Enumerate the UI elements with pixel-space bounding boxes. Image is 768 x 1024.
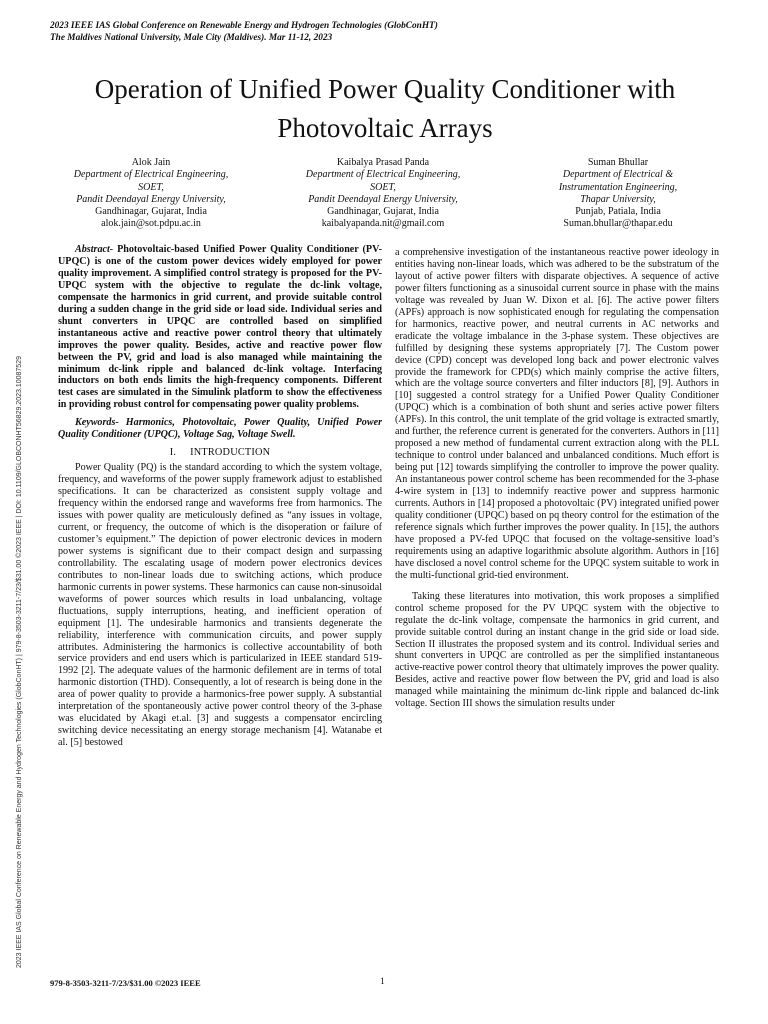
left-column: [58, 244, 382, 749]
author-affiliation-line: Pandit Deendayal Energy University,: [308, 193, 458, 205]
author-email: Suman.bhullar@thapar.edu: [563, 218, 673, 230]
author-affiliation-line: Instrumentation Engineering,: [558, 181, 678, 193]
author-city: Punjab, Patiala, India: [575, 206, 661, 218]
author-block-2: [268, 157, 498, 231]
conference-name: 2023 IEEE IAS Global Conference on Renewable Energy and Hydrogen Technologies (GlobConHT): [50, 21, 438, 31]
keywords: Keywords- Harmonics, Photovoltaic, Power Quality, Unified Power Quality Conditioner (UPQC), Voltage Sag, Voltage Swell.: [58, 417, 382, 441]
section-title: INTRODUCTION: [190, 447, 271, 459]
doi-side-strip: 2023 IEEE IAS Global Conference on Renewable Energy and Hydrogen Technologies (GlobConHT) | 979-8-3503-3211-7/23/$31.00 ©2023 IEEE | DOI: 10.1109/GLOBCONHT56829.2023.10087529: [16, 356, 23, 968]
intro-paragraph-2: Taking these literatures into motivation, this work proposes a simplified control scheme proposed for the PV UPQC system with the objective to regulate the dc-link voltage, compensate the harmonics in grid current, and provide suitable control during an instant change in the grid side or load side. Section II illustrates the proposed system and its control. Individual series and shunt converters in UPQC are controlled as per the simplified instantaneous active-reactive power control theory that ultimately improves the power quality. Besides, active and reactive power flow between the PV, grid and load is also managed while maintaining the minimum dc-link ripple and balanced dc-link voltage. Section III shows the simulation results under: [395, 590, 719, 710]
author-name: Suman Bhullar: [587, 157, 649, 168]
section-heading-introduction: [58, 447, 382, 459]
author-block-1: [36, 157, 266, 231]
author-name: Alok Jain: [131, 157, 171, 168]
author-affiliation-line: Department of Electrical Engineering,: [73, 169, 229, 181]
conference-venue: The Maldives National University, Male City (Maldives). Mar 11-12, 2023: [50, 33, 333, 43]
abstract: [58, 244, 382, 411]
footer-copyright: 979-8-3503-3211-7/23/$31.00 ©2023 IEEE: [50, 978, 201, 988]
author-affiliation-line: Department of Electrical Engineering,: [305, 169, 461, 181]
author-affiliation-line: Thapar University,: [580, 193, 656, 205]
section-number: I.: [169, 447, 177, 459]
paper-title: [40, 70, 730, 148]
intro-paragraph-1: Power Quality (PQ) is the standard according to which the system voltage, frequency, and waveforms of the power supply framework adjust to established specifications. It can be characterized as consistent supply voltage and frequency within the endorsed range and waveforms free from harmonics. The issues with power quality are meticulously defined as “any issues in voltage, current, or frequency, the outcome of which is the disoperation or failure of customer’s equipment.” The depiction of power electronic devices in modern power systems is significant due to their compact design and surpassing controllability. The escalating usage of modern power electronics devices contributes to non-linear loads due to switching actions, which produce harmonic currents in power systems. These harmonics can cause non-sinusoidal waveforms of power sources which results in load unbalancing, voltage fluctuations, supply interruptions, heating, and inefficient operation of equipment [1]. The undesirable harmonics and transients degenerate the reliability, interference with communication circuits, and power supply attributes. Administering the harmonics is collective accountability of both service providers and end users which is particularized in IEEE standard 519-1992 [2]. The adequate values of the harmonic defilement are in terms of total harmonic distortion (THD). Consequently, a lot of research is being done in the area of power quality to provide a harmonics-free power supply. A substantial interpretation of the spontaneously active power control theory of the 3-phase was elucidated by Akagi et.al. [3] and suggests a compensator encircling switching device necessitating an energy storage mechanism [4]. Watanabe et al. [5] bestowed: [58, 462, 382, 749]
author-block-3: [503, 157, 733, 231]
author-email: kaibalyapanda.nit@gmail.com: [321, 218, 445, 230]
title-line-2: Photovoltaic Arrays: [277, 113, 493, 143]
page-number: 1: [380, 977, 385, 987]
abstract-text: Photovoltaic-based Unified Power Quality Conditioner (PV-UPQC) is one of the custom power devices widely employed for power quality improvement. A simplified control strategy is proposed for the PV-UPQC system with the objective to regulate the dc-link voltage, compensate the harmonics in grid current, and provide suitable control during a sudden change in the grid side or load side. Individual series and shunt converters in UPQC are controlled based on simplified instantaneous active and reactive power control theory that ultimately improves the power quality. Besides, active and reactive power flow between the PV, grid and load is also managed while maintaining the minimum dc-link ripple and balanced dc-link voltage. Interfacing inductors on both ends limits the high-frequency components. Different test cases are simulated in the Simulink platform to show the effectiveness in providing robust control for compensating power quality problems.: [58, 244, 382, 411]
author-affiliation-line: Pandit Deendayal Energy University,: [76, 193, 226, 205]
abstract-label: Abstract-: [75, 244, 114, 255]
author-email: alok.jain@sot.pdpu.ac.in: [101, 218, 201, 230]
author-affiliation-line: SOET,: [370, 181, 396, 193]
right-column: [395, 247, 719, 710]
title-line-1: Operation of Unified Power Quality Conditioner with: [94, 74, 676, 104]
author-affiliation-line: SOET,: [138, 181, 164, 193]
author-name: Kaibalya Prasad Panda: [336, 157, 430, 168]
author-affiliation-line: Department of Electrical &: [562, 169, 674, 181]
conference-header: [50, 20, 710, 44]
author-city: Gandhinagar, Gujarat, India: [327, 206, 439, 218]
author-city: Gandhinagar, Gujarat, India: [95, 206, 207, 218]
intro-paragraph-continued: a comprehensive investigation of the instantaneous reactive power ideology in entities having non-linear loads, which was adhered to be the substratum of the layout of active power filters with disparate objectives. A sequence of active power filters functioning as a sinusoidal current source in phase with the mains voltage was revealed by Juan W. Dixon et al. [6]. The active power filters (APFs) approach is now sophisticated enough for regulating the compensation for harmonics, reactive power, and neutral currents in AC networks and eradicate the voltage imbalance in the 3-phase system. These objectives are fulfilled by designing these systems appropriately [7]. The Custom power device (CPD) concept was developed long back and power electronic valves provide the framework for CPD(s) which mainly comprise the active filters, which are the voltage source converters and filter inductors [8], [9]. Authors in [10] suggested a control strategy for a Unified Power Quality Conditioner (UPQC) which is a combination of both shunt and series active power filters (APFs). In this control, the unit template of the grid voltage is extracted smartly, and further, the reference current is generated for the converters. Authors in [11] proposed a new method of fundamental current extraction along with the PLL technique to control under balanced and unbalanced conditions. Much effort is being put [12] towards simplifying the controller to improve the power quality. An instantaneous power control scheme has been recommended for the 3-phase 4-wire system in [13] to indemnify reactive power and suppress harmonic currents. Authors in [14] proposed a photovoltaic (PV) integrated unified power quality conditioner (UPQC) based on pq theory control for the estimation of the reference signals which further improves the power quality. In [15], the authors have proposed a PV-fed UPQC that focused on the voltage-sensitive load’s requirements using an adaptive logarithmic absolute algorithm. Authors in [16] have disclosed a novel control scheme for the UPQC system suitable to work in the multi-functional grid-tied environment.: [395, 247, 719, 581]
